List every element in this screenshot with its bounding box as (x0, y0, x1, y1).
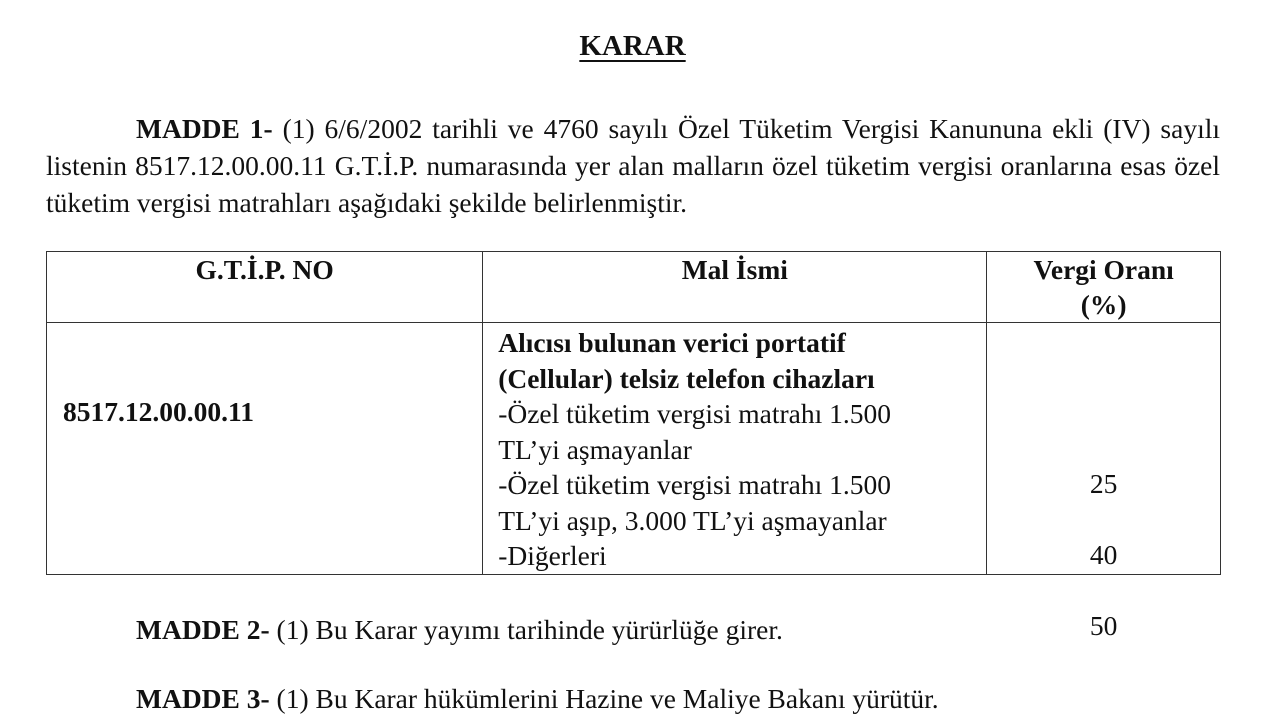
rate-value-2: 40 (1089, 539, 1118, 570)
mal-item-2 (498, 467, 986, 538)
header-oran-line1: Vergi Oranı (1033, 254, 1174, 285)
gtip-value: 8517.12.00.00.11 (63, 396, 254, 427)
document-title-text: KARAR (579, 30, 686, 62)
mal-item-1-line1: -Özel tüketim vergisi matrahı 1.500 (498, 398, 892, 429)
document-title (0, 27, 1265, 65)
mal-item-1-line2: TL’yi aşmayanlar (498, 433, 692, 465)
rate-value-3: 50 (1089, 610, 1118, 641)
mal-item-3-line1: -Diğerleri (498, 540, 607, 571)
mal-item-2-line2: TL’yi aşıp, 3.000 TL’yi aşmayanlar (498, 504, 887, 536)
header-mal-text: Mal İsmi (681, 254, 788, 285)
article-3-paragraph (136, 680, 939, 717)
article-2-paragraph (136, 611, 783, 648)
rate-cell (987, 323, 1221, 641)
mal-item-2-line1: -Özel tüketim vergisi matrahı 1.500 (498, 469, 892, 500)
rate-value-1: 25 (1089, 468, 1118, 499)
mal-item-1 (498, 396, 986, 467)
article-1-paragraph (46, 110, 1220, 221)
mal-title-line2: (Cellular) telsiz telefon cihazları (498, 362, 875, 394)
mal-cell (483, 323, 987, 575)
table-header-row (47, 252, 1221, 323)
header-oran (987, 252, 1221, 323)
header-mal (483, 252, 987, 323)
header-gtip (47, 252, 483, 323)
gtip-cell (47, 323, 483, 575)
mal-title-line1: Alıcısı bulunan verici portatif (498, 327, 846, 358)
mal-item-3 (498, 538, 986, 574)
header-gtip-text: G.T.İ.P. NO (195, 254, 334, 285)
table-row (47, 323, 1221, 575)
mal-title (498, 323, 986, 396)
article-2-label: MADDE 2- (136, 614, 270, 645)
header-oran-line2: (%) (1080, 289, 1127, 320)
article-2-text: (1) Bu Karar yayımı tarihinde yürürlüğe girer. (269, 614, 783, 645)
article-1-text: (1) 6/6/2002 tarihli ve 4760 sayılı Özel Tüketim Vergisi Kanununa ekli (IV) sayılı listenin 8517.12.00.00.11 G.T.İ.P. numarasında yer alan malların özel tüketim vergisi oranlarına esas özel tüketim vergisi matrahları aşağıdaki şekilde belirlenmiştir. (46, 113, 1220, 218)
article-3-label: MADDE 3- (136, 683, 270, 714)
article-1-label: MADDE 1- (136, 113, 273, 144)
article-3-text: (1) Bu Karar hükümlerini Hazine ve Maliye Bakanı yürütür. (269, 683, 939, 714)
